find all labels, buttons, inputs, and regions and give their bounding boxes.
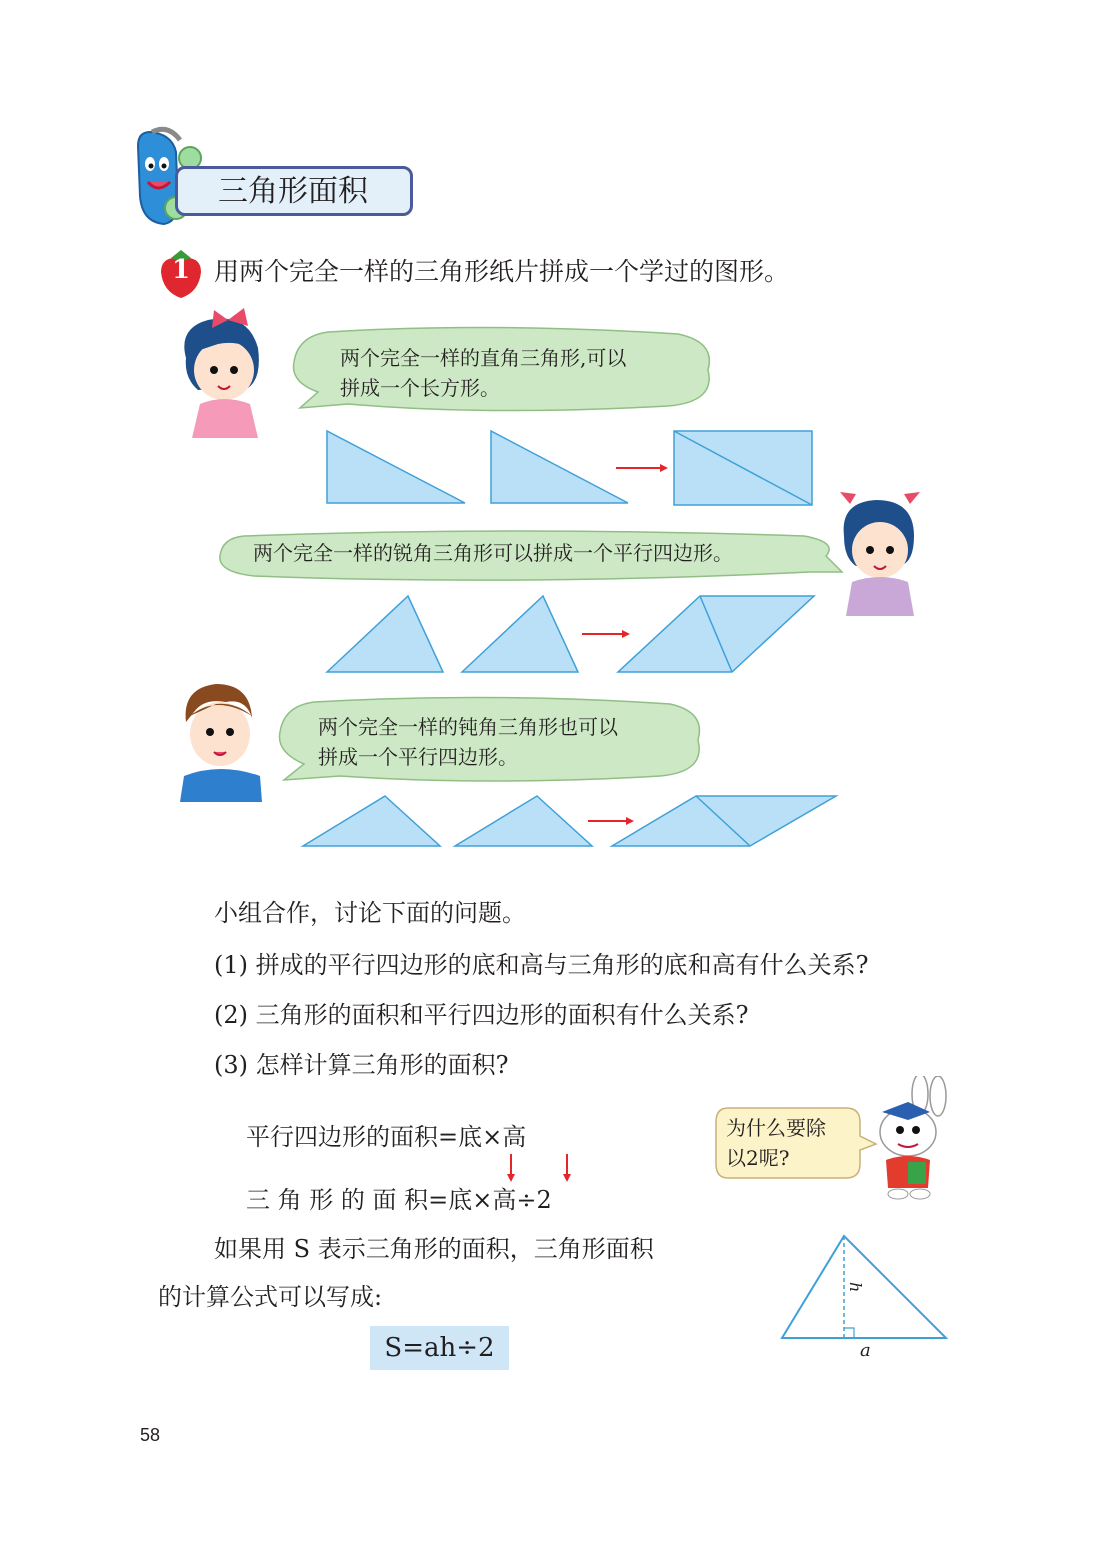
- question-2: (2) 三角形的面积和平行四边形的面积有什么关系?: [214, 1001, 749, 1029]
- right-triangle-2: [491, 431, 628, 503]
- parallelogram-formula: 平行四边形的面积=底×高: [246, 1123, 527, 1151]
- bubble-3-line1: 两个完全一样的钝角三角形也可以: [318, 715, 618, 739]
- acute-triangles-row: [320, 590, 820, 680]
- rabbit-bubble-line2: 以2呢?: [726, 1146, 790, 1170]
- girl2-avatar: [830, 486, 930, 616]
- base-label: a: [860, 1340, 871, 1361]
- question-3: (3) 怎样计算三角形的面积?: [214, 1051, 509, 1079]
- down-arrows: [500, 1152, 580, 1186]
- acute-triangle-1: [327, 596, 443, 672]
- conclusion-line1: 如果用 S 表示三角形的面积，三角形面积: [214, 1235, 654, 1263]
- example-number: 1: [171, 255, 191, 285]
- question-1: (1) 拼成的平行四边形的底和高与三角形的底和高有什么关系?: [214, 951, 869, 979]
- conclusion-line2: 的计算公式可以写成:: [158, 1283, 383, 1311]
- example-intro: 用两个完全一样的三角形纸片拼成一个学过的图形。: [214, 257, 790, 286]
- obtuse-triangles-row: [300, 790, 840, 850]
- height-label: h: [846, 1282, 865, 1293]
- area-formula: S=ah÷2: [384, 1333, 495, 1363]
- obtuse-triangle-2: [455, 796, 592, 846]
- boy-avatar: [176, 672, 266, 802]
- bubble-1-line1: 两个完全一样的直角三角形,可以: [340, 346, 627, 370]
- bubble-3-line2: 拼成一个平行四边形。: [318, 745, 518, 769]
- acute-triangle-2: [462, 596, 578, 672]
- rabbit-avatar: [868, 1076, 954, 1200]
- triangle-formula: 三 角 形 的 面 积=底×高÷2: [246, 1186, 552, 1214]
- obtuse-triangle-1: [303, 796, 440, 846]
- girl-avatar: [178, 308, 278, 438]
- right-triangle-1: [327, 431, 465, 503]
- bubble-1-line2: 拼成一个长方形。: [340, 376, 500, 400]
- bubble-2-line1: 两个完全一样的锐角三角形可以拼成一个平行四边形。: [253, 541, 733, 565]
- triangle-height-diagram: [778, 1232, 950, 1362]
- discussion-intro: 小组合作，讨论下面的问题。: [214, 899, 526, 927]
- right-triangles-row: [320, 425, 820, 510]
- page-number: 58: [140, 1425, 161, 1445]
- rabbit-bubble-line1: 为什么要除: [726, 1116, 826, 1140]
- section-title: 三角形面积: [218, 174, 368, 209]
